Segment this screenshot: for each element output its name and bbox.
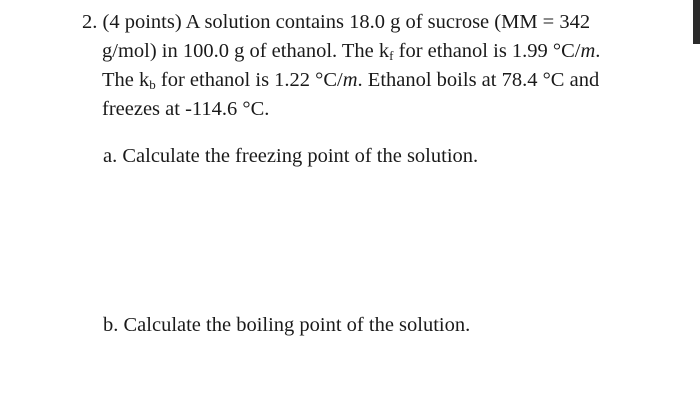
problem-text: for ethanol is 1.22 °C/ (160, 69, 343, 91)
period: . (595, 40, 601, 62)
problem-text: for ethanol is 1.99 °C/ (398, 40, 581, 62)
problem-text: The k (102, 69, 150, 91)
kb-subscript: b (149, 77, 156, 92)
problem-text: A solution contains 18.0 g of sucrose (MM = 342 (185, 11, 591, 33)
problem-text: . Ethanol boils at 78.4 °C and (357, 69, 600, 91)
molality-unit: m (580, 40, 596, 62)
molality-unit: m (342, 69, 358, 91)
problem-line-2 (82, 37, 642, 66)
problem-line-4 (82, 95, 642, 124)
part-b-question: b. Calculate the boiling point of the solution. (103, 314, 471, 336)
scrollbar-thumb[interactable] (693, 0, 700, 44)
problem-number: 2. (82, 11, 98, 33)
problem-line-3 (82, 66, 642, 95)
problem-text: freezes at -114.6 °C. (102, 98, 270, 120)
problem-line-1 (82, 8, 642, 37)
problem-text: g/mol) in 100.0 g of ethanol. The k (102, 40, 390, 62)
problem-points: (4 points) (102, 11, 182, 33)
part-a-question: a. Calculate the freezing point of the solution. (103, 145, 479, 167)
kf-subscript: f (389, 48, 394, 63)
problem-statement (82, 8, 642, 124)
